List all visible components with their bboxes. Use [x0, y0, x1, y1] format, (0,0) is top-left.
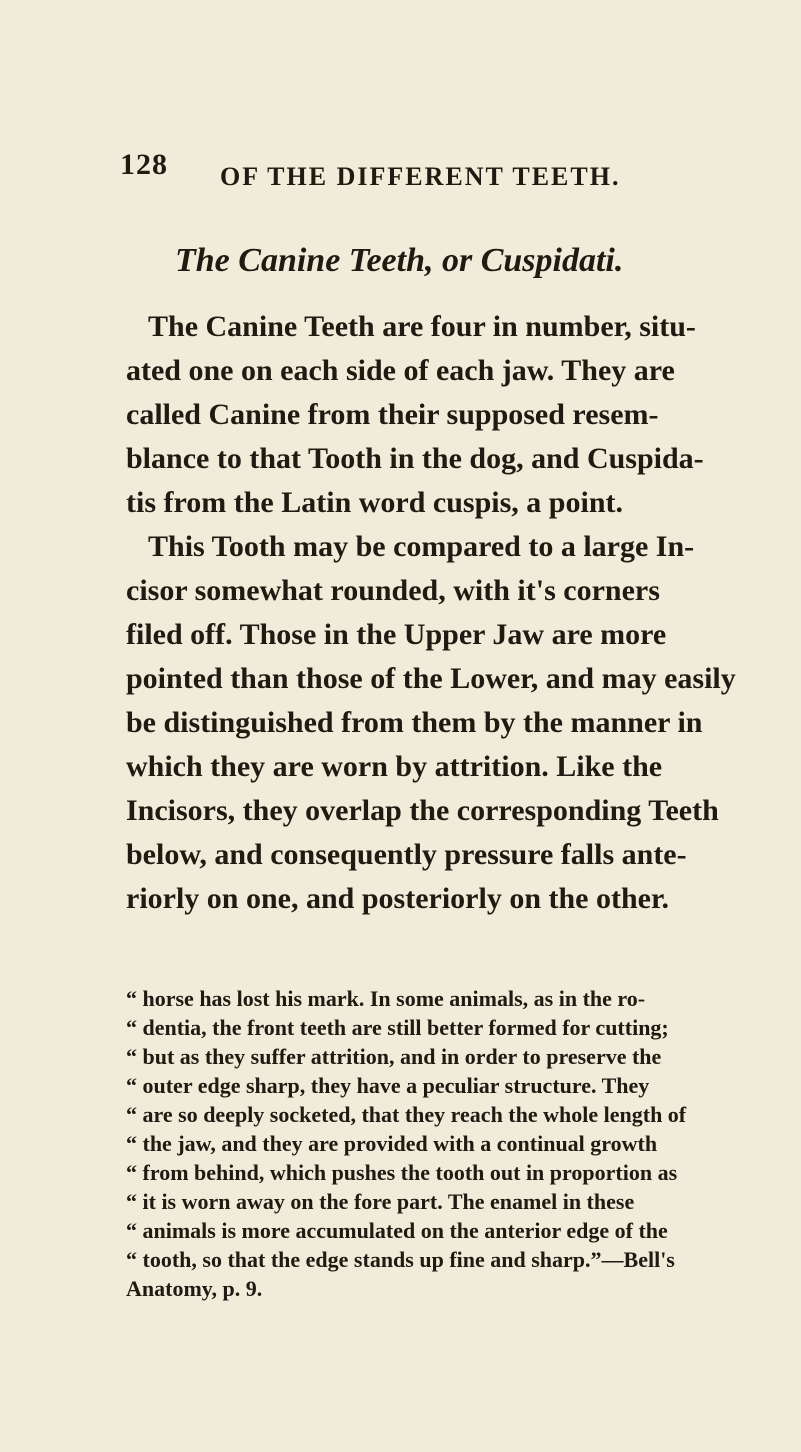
body-line: cisor somewhat rounded, with it's corners [126, 574, 660, 607]
body-line: be distinguished from them by the manner in [126, 706, 703, 739]
body-line: below, and consequently pressure falls ante- [126, 838, 687, 871]
footnote-line: “ dentia, the front teeth are still better formed for cutting; [126, 1015, 669, 1040]
body-line: tis from the Latin word cuspis, a point. [126, 486, 623, 519]
footnote-line: “ the jaw, and they are provided with a continual growth [126, 1131, 658, 1156]
body-line: riorly on one, and posteriorly on the other. [126, 882, 670, 915]
footnote-line: “ horse has lost his mark. In some animals, as in the ro- [126, 986, 646, 1011]
body-line: This Tooth may be compared to a large In- [148, 530, 695, 563]
footnote-line: “ outer edge sharp, they have a peculiar structure. They [126, 1073, 650, 1098]
body-line: Incisors, they overlap the corresponding Teeth [126, 794, 719, 827]
footnote-line: Anatomy, p. 9. [126, 1276, 263, 1301]
body-line: The Canine Teeth are four in number, situ- [148, 310, 696, 343]
section-title: The Canine Teeth, or Cuspidati. [175, 242, 624, 279]
body-line: blance to that Tooth in the dog, and Cuspida- [126, 442, 704, 475]
page-number: 128 [120, 148, 168, 181]
footnote-line: “ are so deeply socketed, that they reach the whole length of [126, 1102, 687, 1127]
footnote-line: “ animals is more accumulated on the anterior edge of the [126, 1218, 668, 1243]
running-title: OF THE DIFFERENT TEETH. [220, 162, 621, 191]
body-line: which they are worn by attrition. Like the [126, 750, 663, 783]
footnote-line: “ it is worn away on the fore part. The enamel in these [126, 1189, 635, 1214]
footnote-line: “ tooth, so that the edge stands up fine and sharp.”—Bell's [126, 1247, 675, 1272]
footnote-line: “ from behind, which pushes the tooth out in proportion as [126, 1160, 678, 1185]
footnote [126, 984, 790, 1303]
footnote-line: “ but as they suffer attrition, and in order to preserve the [126, 1044, 662, 1069]
body-line: pointed than those of the Lower, and may easily [126, 662, 736, 695]
body-line: ated one on each side of each jaw. They are [126, 354, 675, 387]
running-head [120, 148, 780, 198]
body-line: called Canine from their supposed resem- [126, 398, 659, 431]
body-paragraphs [126, 305, 790, 921]
body-line: filed off. Those in the Upper Jaw are more [126, 618, 667, 651]
